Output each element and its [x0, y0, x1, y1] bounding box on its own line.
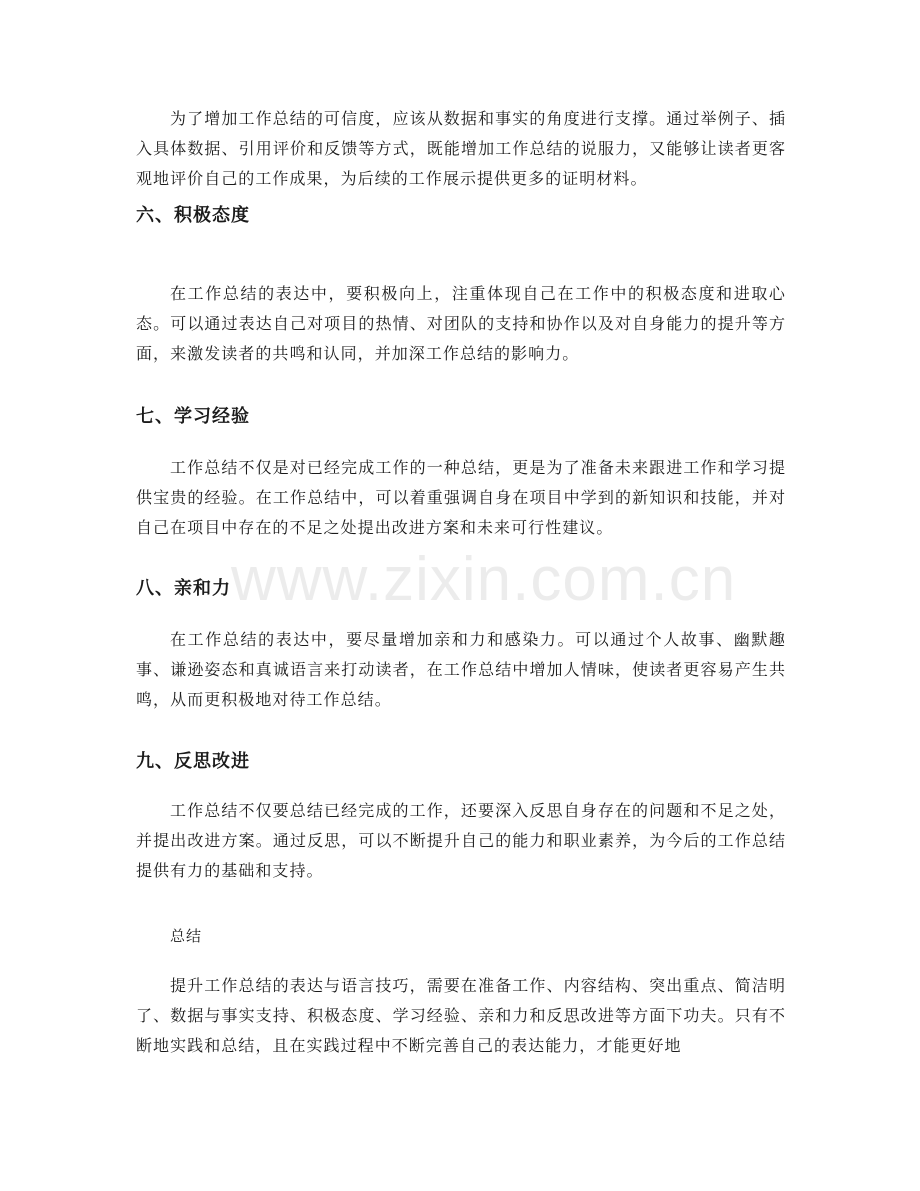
heading-reflection: 九、反思改进	[136, 751, 250, 772]
paragraph-credibility: 为了增加工作总结的可信度，应该从数据和事实的角度进行支撑。通过举例子、插入具体数据、引用评价和反馈等方式，既能增加工作总结的说服力，又能够让读者更客观地评价自己的工作成果，为后续的工作展示提供更多的证明材料。	[136, 109, 786, 188]
paragraph-summary: 提升工作总结的表达与语言技巧，需要在准备工作、内容结构、突出重点、简洁明了、数据与事实支持、积极态度、学习经验、亲和力和反思改进等方面下功夫。只有不断地实践和总结，且在实践过程中不断完善自己的表达能力，才能更好地	[136, 976, 786, 1055]
paragraph-reflection: 工作总结不仅要总结已经完成的工作，还要深入反思自身存在的问题和不足之处，并提出改进方案。通过反思，可以不断提升自己的能力和职业素养，为今后的工作总结提供有力的基础和支持。	[136, 801, 786, 880]
heading-learning-experience: 七、学习经验	[136, 406, 250, 427]
paragraph-affinity: 在工作总结的表达中，要尽量增加亲和力和感染力。可以通过个人故事、幽默趣事、谦逊姿态和真诚语言来打动读者，在工作总结中增加人情味，使读者更容易产生共鸣，从而更积极地对待工作总结。	[136, 630, 786, 709]
paragraph-positive-attitude: 在工作总结的表达中，要积极向上，注重体现自己在工作中的积极态度和进取心态。可以通过表达自己对项目的热情、对团队的支持和协作以及对自身能力的提升等方面，来激发读者的共鸣和认同，并加深工作总结的影响力。	[136, 284, 786, 363]
heading-positive-attitude: 六、积极态度	[136, 205, 250, 226]
heading-affinity: 八、亲和力	[136, 578, 231, 599]
watermark: www.zixin.com.cn	[231, 545, 737, 614]
paragraph-learning-experience: 工作总结不仅是对已经完成工作的一种总结，更是为了准备未来跟进工作和学习提供宝贵的经验。在工作总结中，可以着重强调自身在项目中学到的新知识和技能，并对自己在项目中存在的不足之处提出改进方案和未来可行性建议。	[136, 458, 786, 537]
summary-label: 总结	[170, 927, 203, 945]
